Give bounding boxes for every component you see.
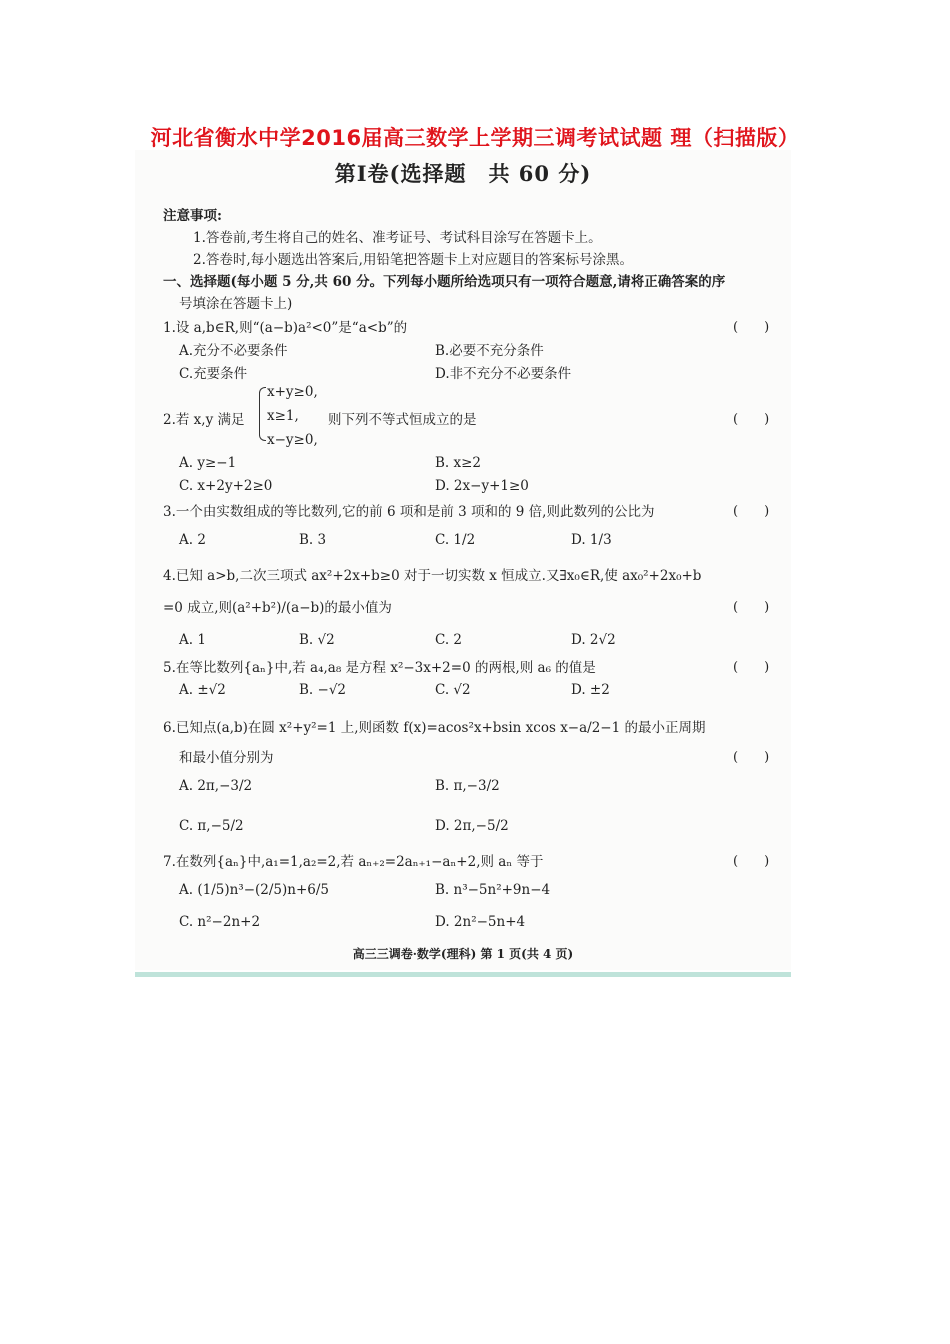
q1-option-a: A.充分不必要条件: [179, 343, 288, 359]
q5-option-c: C. √2: [435, 682, 471, 698]
q6-option-a: A. 2π,−3/2: [179, 778, 253, 794]
q2-answer-paren: ( ): [733, 412, 770, 427]
document-title: 河北省衡水中学2016届高三数学上学期三调考试试题 理（扫描版）: [150, 126, 800, 150]
q2-constraint-3: x−y≥0,: [267, 432, 318, 448]
q2-option-a: A. y≥−1: [179, 455, 237, 471]
q1-stem: 1.设 a,b∈R,则“(a−b)a²<0”是“a<b”的: [163, 320, 408, 336]
q3-answer-paren: ( ): [733, 504, 770, 519]
q3-option-c: C. 1/2: [435, 532, 476, 548]
q7-answer-paren: ( ): [733, 854, 770, 869]
q2-constraint-brace: [259, 387, 266, 441]
q6-option-d: D. 2π,−5/2: [435, 818, 509, 834]
q2-stem-end: 则下列不等式恒成立的是: [328, 412, 477, 428]
q1-answer-paren: ( ): [733, 320, 770, 335]
q1-option-b: B.必要不充分条件: [435, 343, 544, 359]
q7-stem: 7.在数列{aₙ}中,a₁=1,a₂=2,若 aₙ₊₂=2aₙ₊₁−aₙ+2,则 aₙ 等于: [163, 854, 544, 870]
q3-stem: 3.一个由实数组成的等比数列,它的前 6 项和是前 3 项和的 9 倍,则此数列的公比为: [163, 504, 655, 520]
q3-option-d: D. 1/3: [571, 532, 612, 548]
q3-option-a: A. 2: [179, 532, 206, 548]
q5-answer-paren: ( ): [733, 660, 770, 675]
section-heading-cont: 号填涂在答题卡上): [179, 296, 293, 312]
q6-stem-line1: 6.已知点(a,b)在圆 x²+y²=1 上,则函数 f(x)=acos²x+bsin xcos x−a/2−1 的最小正周期: [163, 720, 706, 736]
q4-option-a: A. 1: [179, 632, 206, 648]
q5-stem: 5.在等比数列{aₙ}中,若 a₄,a₈ 是方程 x²−3x+2=0 的两根,则 a₆ 的值是: [163, 660, 596, 676]
q5-option-b: B. −√2: [299, 682, 347, 698]
q7-option-b: B. n³−5n²+9n−4: [435, 882, 551, 898]
q2-constraint-2: x≥1,: [267, 408, 299, 424]
q3-option-b: B. 3: [299, 532, 327, 548]
q7-option-c: C. n²−2n+2: [179, 914, 261, 930]
q4-option-d: D. 2√2: [571, 632, 616, 648]
q2-stem-start: 2.若 x,y 满足: [163, 412, 245, 428]
page-footer: 高三三调卷·数学(理科) 第 1 页(共 4 页): [352, 947, 574, 961]
q1-option-c: C.充要条件: [179, 366, 248, 382]
q4-answer-paren: ( ): [733, 600, 770, 615]
notes-heading: 注意事项:: [163, 208, 222, 224]
q2-constraint-1: x+y≥0,: [267, 384, 318, 400]
q4-stem-line1: 4.已知 a>b,二次三项式 ax²+2x+b≥0 对于一切实数 x 恒成立.又∃x₀∈R,使 ax₀²+2x₀+b: [163, 568, 702, 584]
q4-option-b: B. √2: [299, 632, 335, 648]
q6-option-b: B. π,−3/2: [435, 778, 500, 794]
q2-option-d: D. 2x−y+1≥0: [435, 478, 529, 494]
note-1: 1.答卷前,考生将自己的姓名、准考证号、考试科目涂写在答题卡上。: [193, 230, 602, 246]
q4-stem-line2: =0 成立,则(a²+b²)/(a−b)的最小值为: [163, 600, 392, 616]
q6-answer-paren: ( ): [733, 750, 770, 765]
q2-option-c: C. x+2y+2≥0: [179, 478, 273, 494]
q7-option-d: D. 2n²−5n+4: [435, 914, 526, 930]
q6-stem-line2: 和最小值分别为: [179, 750, 274, 766]
note-2: 2.答卷时,每小题选出答案后,用铅笔把答题卡上对应题目的答案标号涂黑。: [193, 252, 633, 268]
q6-option-c: C. π,−5/2: [179, 818, 244, 834]
section-heading: 一、选择题(每小题 5 分,共 60 分。下列每小题所给选项只有一项符合题意,请将正确答案的序: [163, 274, 726, 290]
scan-bottom-divider: [135, 972, 791, 977]
q7-option-a: A. (1/5)n³−(2/5)n+6/5: [179, 882, 330, 898]
q4-option-c: C. 2: [435, 632, 463, 648]
q2-option-b: B. x≥2: [435, 455, 482, 471]
scanned-exam-page: [135, 150, 791, 970]
q1-option-d: D.非不充分不必要条件: [435, 366, 572, 382]
volume-title: 第Ⅰ卷(选择题 共 60 分): [334, 161, 592, 186]
q5-option-a: A. ±√2: [179, 682, 226, 698]
q5-option-d: D. ±2: [571, 682, 610, 698]
